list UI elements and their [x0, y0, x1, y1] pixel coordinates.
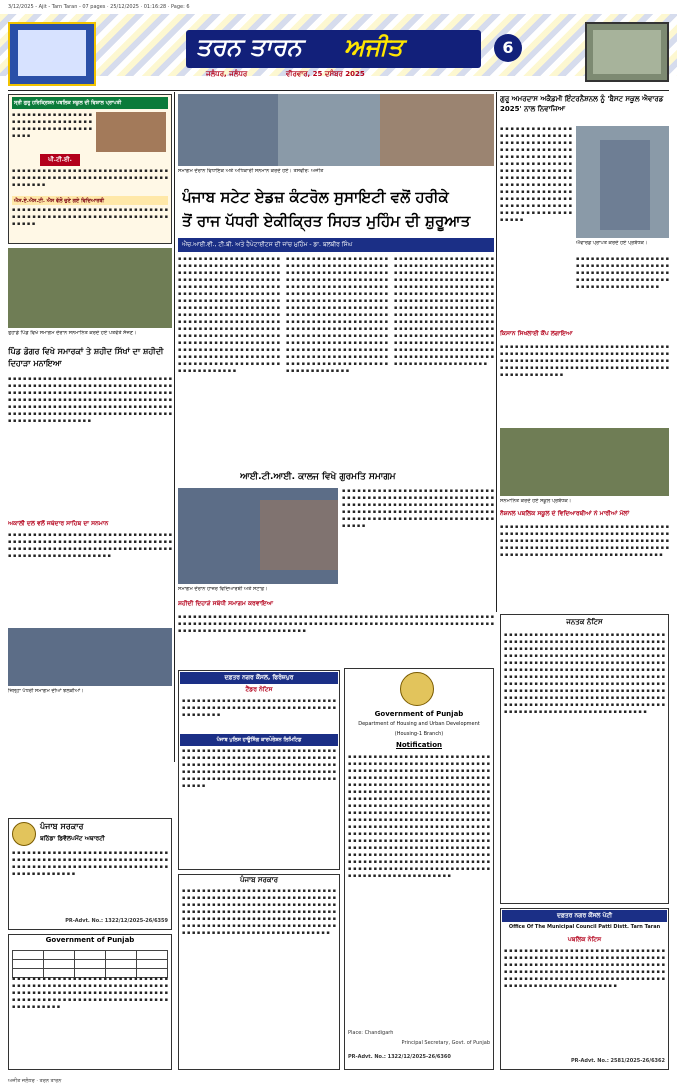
ad-bathinda-text: ▪ ▪ ▪ ▪ ▪ ▪ ▪ ▪ ▪ ▪ ▪ ▪ ▪ ▪ ▪ ▪ ▪ ▪ ▪ ▪ ▪ ▪ ▪ ▪ ▪ ▪ ▪ ▪ ▪ ▪ ▪ ▪ ▪ ▪ ▪ ▪ ▪ ▪ ▪ ▪ ▪ ▪ ▪ ▪ ▪ ▪ ▪ ▪ ▪ ▪ ▪ ▪ ▪ ▪ ▪ ▪ ▪ ▪ ▪ ▪ ▪ ▪ ▪ ▪ ▪ ▪ ▪ ▪ ▪ ▪ ▪ ▪ ▪ ▪ ▪ ▪ ▪ ▪ ▪ ▪ ▪ ▪ ▪ ▪ ▪ ▪ ▪ ▪ ▪ ▪ ▪ ▪ ▪ ▪ ▪ ▪ ▪ ▪ ▪ ▪ ▪ ▪ ▪ ▪ ▪ ▪	[12, 850, 168, 877]
center-article-col1: ▪ ▪ ▪ ▪ ▪ ▪ ▪ ▪ ▪ ▪ ▪ ▪ ▪ ▪ ▪ ▪ ▪ ▪ ▪ ▪ ▪ ▪ ▪ ▪ ▪ ▪ ▪ ▪ ▪ ▪ ▪ ▪ ▪ ▪ ▪ ▪ ▪ ▪ ▪ ▪ ▪ ▪ ▪ ▪ ▪ ▪ ▪ ▪ ▪ ▪ ▪ ▪ ▪ ▪ ▪ ▪ ▪ ▪ ▪ ▪ ▪ ▪ ▪ ▪ ▪ ▪ ▪ ▪ ▪ ▪ ▪ ▪ ▪ ▪ ▪ ▪ ▪ ▪ ▪ ▪ ▪ ▪ ▪ ▪ ▪ ▪ ▪ ▪ ▪ ▪ ▪ ▪ ▪ ▪ ▪ ▪ ▪ ▪ ▪ ▪ ▪ ▪ ▪ ▪ ▪ ▪ ▪ ▪ ▪ ▪ ▪ ▪ ▪ ▪ ▪ ▪ ▪ ▪ ▪ ▪ ▪ ▪ ▪ ▪ ▪ ▪ ▪ ▪ ▪ ▪ ▪ ▪ ▪ ▪ ▪ ▪ ▪ ▪ ▪ ▪ ▪ ▪ ▪ ▪ ▪ ▪ ▪ ▪ ▪ ▪ ▪ ▪ ▪ ▪ ▪ ▪ ▪ ▪ ▪ ▪ ▪ ▪ ▪ ▪ ▪ ▪ ▪ ▪ ▪ ▪ ▪ ▪ ▪ ▪ ▪ ▪ ▪ ▪ ▪ ▪ ▪ ▪ ▪ ▪ ▪ ▪ ▪ ▪ ▪ ▪ ▪ ▪ ▪ ▪ ▪ ▪ ▪ ▪ ▪ ▪ ▪ ▪ ▪ ▪ ▪ ▪ ▪ ▪ ▪ ▪ ▪ ▪ ▪ ▪ ▪ ▪ ▪ ▪ ▪ ▪ ▪ ▪ ▪ ▪ ▪ ▪ ▪ ▪ ▪ ▪ ▪ ▪ ▪ ▪ ▪ ▪ ▪ ▪ ▪ ▪ ▪ ▪ ▪ ▪ ▪ ▪ ▪ ▪ ▪ ▪ ▪ ▪ ▪ ▪ ▪ ▪ ▪ ▪ ▪ ▪ ▪ ▪ ▪ ▪ ▪ ▪ ▪ ▪ ▪ ▪ ▪ ▪ ▪ ▪ ▪ ▪ ▪ ▪ ▪ ▪ ▪ ▪ ▪ ▪ ▪ ▪ ▪ ▪ ▪ ▪ ▪ ▪ ▪ ▪ ▪ ▪ ▪ ▪ ▪ ▪ ▪ ▪ ▪ ▪ ▪ ▪ ▪ ▪ ▪ ▪ ▪ ▪ ▪ ▪ ▪ ▪ ▪ ▪ ▪ ▪ ▪ ▪ ▪ ▪ ▪ ▪ ▪ ▪ ▪ ▪ ▪ ▪	[178, 256, 280, 374]
right-article3: ▪ ▪ ▪ ▪ ▪ ▪ ▪ ▪ ▪ ▪ ▪ ▪ ▪ ▪ ▪ ▪ ▪ ▪ ▪ ▪ ▪ ▪ ▪ ▪ ▪ ▪ ▪ ▪ ▪ ▪ ▪ ▪ ▪ ▪ ▪ ▪ ▪ ▪ ▪ ▪ ▪ ▪ ▪ ▪ ▪ ▪ ▪ ▪ ▪ ▪ ▪ ▪ ▪ ▪ ▪ ▪ ▪ ▪ ▪ ▪ ▪ ▪ ▪ ▪ ▪ ▪ ▪ ▪ ▪ ▪ ▪ ▪ ▪ ▪ ▪ ▪ ▪ ▪ ▪ ▪ ▪ ▪ ▪ ▪ ▪ ▪ ▪ ▪ ▪ ▪ ▪ ▪ ▪ ▪ ▪ ▪ ▪ ▪ ▪ ▪ ▪ ▪ ▪ ▪ ▪ ▪ ▪ ▪ ▪ ▪ ▪ ▪ ▪ ▪ ▪ ▪ ▪ ▪ ▪ ▪ ▪ ▪ ▪ ▪ ▪ ▪ ▪ ▪ ▪ ▪ ▪ ▪ ▪ ▪ ▪ ▪ ▪ ▪ ▪ ▪ ▪ ▪ ▪ ▪ ▪ ▪ ▪ ▪ ▪ ▪ ▪ ▪ ▪ ▪ ▪ ▪ ▪ ▪ ▪ ▪ ▪ ▪ ▪ ▪ ▪ ▪ ▪ ▪ ▪	[500, 524, 669, 558]
ad-tender-text: ▪ ▪ ▪ ▪ ▪ ▪ ▪ ▪ ▪ ▪ ▪ ▪ ▪ ▪ ▪ ▪ ▪ ▪ ▪ ▪ ▪ ▪ ▪ ▪ ▪ ▪ ▪ ▪ ▪ ▪ ▪ ▪ ▪ ▪ ▪ ▪ ▪ ▪ ▪ ▪ ▪ ▪ ▪ ▪ ▪ ▪ ▪ ▪ ▪ ▪ ▪ ▪ ▪ ▪ ▪ ▪ ▪ ▪ ▪ ▪ ▪ ▪ ▪ ▪ ▪ ▪ ▪ ▪ ▪ ▪	[182, 698, 336, 718]
ad-housing-place: Place: Chandigarh	[348, 1030, 394, 1036]
left-photo2-caption: ਜ਼ਿਲ੍ਹਾ ਪੱਧਰੀ ਸਮਾਗਮ ਦੀਆਂ ਝਲਕੀਆਂ।	[8, 688, 84, 694]
school-ad-tag: ਪੀ.ਟੀ.ਈ.	[40, 154, 80, 166]
right-photo2-caption: ਸਨਮਾਨਿਤ ਕਰਦੇ ਹੋਏ ਸਕੂਲ ਪ੍ਰਬੰਧਕ।	[500, 498, 572, 504]
ad-housing-gov-title: Government of Punjab	[374, 710, 464, 718]
school-ad-footer: ਐਸ.ਏ.ਐਸ.ਟੀ. ਐਸ ਵੱਲੋਂ ਚੁਣੇ ਗਏ ਵਿਦਿਆਰਥੀ	[12, 196, 168, 205]
ad-housing-notification-title: Notification	[395, 741, 442, 749]
center-article3: ▪ ▪ ▪ ▪ ▪ ▪ ▪ ▪ ▪ ▪ ▪ ▪ ▪ ▪ ▪ ▪ ▪ ▪ ▪ ▪ ▪ ▪ ▪ ▪ ▪ ▪ ▪ ▪ ▪ ▪ ▪ ▪ ▪ ▪ ▪ ▪ ▪ ▪ ▪ ▪ ▪ ▪ ▪ ▪ ▪ ▪ ▪ ▪ ▪ ▪ ▪ ▪ ▪ ▪ ▪ ▪ ▪ ▪ ▪ ▪ ▪ ▪ ▪ ▪ ▪ ▪ ▪ ▪ ▪ ▪ ▪ ▪ ▪ ▪ ▪ ▪ ▪ ▪ ▪ ▪ ▪ ▪ ▪ ▪ ▪ ▪ ▪ ▪ ▪ ▪ ▪ ▪ ▪ ▪ ▪ ▪ ▪ ▪ ▪ ▪ ▪ ▪ ▪ ▪ ▪ ▪ ▪ ▪ ▪ ▪ ▪ ▪ ▪ ▪ ▪ ▪ ▪ ▪ ▪ ▪ ▪ ▪ ▪ ▪ ▪ ▪ ▪ ▪ ▪ ▪ ▪ ▪ ▪ ▪ ▪ ▪ ▪ ▪ ▪ ▪ ▪ ▪ ▪ ▪ ▪ ▪ ▪ ▪ ▪ ▪ ▪ ▪	[178, 614, 494, 634]
school-ad-title: ਸ੍ਰੀ ਗੁਰੂ ਹਰਿਕ੍ਰਿਸ਼ਨ ਪਬਲਿਕ ਸਕੂਲ ਦੀ ਵਿਸ਼ਾਲ ਪ੍ਰਾਪਤੀ	[12, 97, 168, 109]
ad-bathinda-sarkar: ਪੰਜਾਬ ਸਰਕਾਰ	[40, 822, 84, 831]
print-slug: 3/12/2025 - Ajit - Tarn Taran - 07 pages · 25/12/2025 · 01:16:28 · Page: 6	[8, 4, 190, 10]
ad-housing-branch: (Housing-1 Branch)	[394, 731, 444, 737]
right-sub-headline2: ਨੈਸ਼ਨਲ ਪਬਲਿਕ ਸਕੂਲ ਦੇ ਵਿਦਿਆਰਥੀਆਂ ਨੇ ਮਾਰੀਆਂ ਮੱਲਾਂ	[500, 510, 630, 517]
ad-patti-text: ▪ ▪ ▪ ▪ ▪ ▪ ▪ ▪ ▪ ▪ ▪ ▪ ▪ ▪ ▪ ▪ ▪ ▪ ▪ ▪ ▪ ▪ ▪ ▪ ▪ ▪ ▪ ▪ ▪ ▪ ▪ ▪ ▪ ▪ ▪ ▪ ▪ ▪ ▪ ▪ ▪ ▪ ▪ ▪ ▪ ▪ ▪ ▪ ▪ ▪ ▪ ▪ ▪ ▪ ▪ ▪ ▪ ▪ ▪ ▪ ▪ ▪ ▪ ▪ ▪ ▪ ▪ ▪ ▪ ▪ ▪ ▪ ▪ ▪ ▪ ▪ ▪ ▪ ▪ ▪ ▪ ▪ ▪ ▪ ▪ ▪ ▪ ▪ ▪ ▪ ▪ ▪ ▪ ▪ ▪ ▪ ▪ ▪ ▪ ▪ ▪ ▪ ▪ ▪ ▪ ▪ ▪ ▪ ▪ ▪ ▪ ▪ ▪ ▪ ▪ ▪ ▪ ▪ ▪ ▪ ▪ ▪ ▪ ▪ ▪ ▪ ▪ ▪ ▪ ▪ ▪ ▪ ▪ ▪ ▪ ▪ ▪ ▪ ▪ ▪ ▪ ▪ ▪ ▪ ▪ ▪ ▪ ▪ ▪ ▪ ▪ ▪ ▪ ▪ ▪ ▪ ▪ ▪ ▪ ▪ ▪ ▪ ▪ ▪ ▪ ▪ ▪ ▪ ▪ ▪ ▪ ▪ ▪ ▪ ▪ ▪ ▪ ▪ ▪ ▪ ▪ ▪ ▪	[504, 948, 665, 989]
ad-tender-notice: ਟੈਂਡਰ ਨੋਟਿਸ	[245, 686, 273, 693]
masthead-place: ਜਲੰਧਰ, ਜਲੰਧਰ	[206, 70, 248, 78]
center-main-photo-left	[178, 94, 278, 166]
masthead-title-ajit: ਅਜੀਤ	[344, 33, 403, 61]
center-sub-headline2: ਸ਼ਹੀਦੀ ਦਿਹਾੜੇ ਸਬੰਧੀ ਸਮਾਗਮ ਕਰਵਾਇਆ	[178, 600, 273, 607]
ad-gov-punjab-left-title: Government of Punjab	[45, 936, 135, 944]
center-article-col3: ▪ ▪ ▪ ▪ ▪ ▪ ▪ ▪ ▪ ▪ ▪ ▪ ▪ ▪ ▪ ▪ ▪ ▪ ▪ ▪ ▪ ▪ ▪ ▪ ▪ ▪ ▪ ▪ ▪ ▪ ▪ ▪ ▪ ▪ ▪ ▪ ▪ ▪ ▪ ▪ ▪ ▪ ▪ ▪ ▪ ▪ ▪ ▪ ▪ ▪ ▪ ▪ ▪ ▪ ▪ ▪ ▪ ▪ ▪ ▪ ▪ ▪ ▪ ▪ ▪ ▪ ▪ ▪ ▪ ▪ ▪ ▪ ▪ ▪ ▪ ▪ ▪ ▪ ▪ ▪ ▪ ▪ ▪ ▪ ▪ ▪ ▪ ▪ ▪ ▪ ▪ ▪ ▪ ▪ ▪ ▪ ▪ ▪ ▪ ▪ ▪ ▪ ▪ ▪ ▪ ▪ ▪ ▪ ▪ ▪ ▪ ▪ ▪ ▪ ▪ ▪ ▪ ▪ ▪ ▪ ▪ ▪ ▪ ▪ ▪ ▪ ▪ ▪ ▪ ▪ ▪ ▪ ▪ ▪ ▪ ▪ ▪ ▪ ▪ ▪ ▪ ▪ ▪ ▪ ▪ ▪ ▪ ▪ ▪ ▪ ▪ ▪ ▪ ▪ ▪ ▪ ▪ ▪ ▪ ▪ ▪ ▪ ▪ ▪ ▪ ▪ ▪ ▪ ▪ ▪ ▪ ▪ ▪ ▪ ▪ ▪ ▪ ▪ ▪ ▪ ▪ ▪ ▪ ▪ ▪ ▪ ▪ ▪ ▪ ▪ ▪ ▪ ▪ ▪ ▪ ▪ ▪ ▪ ▪ ▪ ▪ ▪ ▪ ▪ ▪ ▪ ▪ ▪ ▪ ▪ ▪ ▪ ▪ ▪ ▪ ▪ ▪ ▪ ▪ ▪ ▪ ▪ ▪ ▪ ▪ ▪ ▪ ▪ ▪ ▪ ▪ ▪ ▪ ▪ ▪ ▪ ▪ ▪ ▪ ▪ ▪ ▪ ▪ ▪ ▪ ▪ ▪ ▪ ▪ ▪ ▪ ▪ ▪ ▪ ▪ ▪ ▪ ▪ ▪ ▪ ▪ ▪ ▪ ▪ ▪ ▪ ▪ ▪ ▪ ▪ ▪ ▪ ▪ ▪ ▪ ▪ ▪ ▪ ▪ ▪ ▪ ▪ ▪ ▪ ▪ ▪ ▪ ▪ ▪ ▪ ▪ ▪ ▪ ▪ ▪ ▪ ▪ ▪ ▪ ▪ ▪ ▪ ▪ ▪ ▪ ▪ ▪ ▪ ▪ ▪ ▪ ▪ ▪ ▪ ▪ ▪ ▪ ▪ ▪	[394, 256, 494, 367]
masthead-date: ਵੀਰਵਾਰ, 25 ਦਸੰਬਰ 2025	[286, 70, 365, 78]
ad-housing-department: Department of Housing and Urban Development	[358, 721, 480, 727]
masthead-divider	[8, 90, 669, 91]
center-event-article: ▪ ▪ ▪ ▪ ▪ ▪ ▪ ▪ ▪ ▪ ▪ ▪ ▪ ▪ ▪ ▪ ▪ ▪ ▪ ▪ ▪ ▪ ▪ ▪ ▪ ▪ ▪ ▪ ▪ ▪ ▪ ▪ ▪ ▪ ▪ ▪ ▪ ▪ ▪ ▪ ▪ ▪ ▪ ▪ ▪ ▪ ▪ ▪ ▪ ▪ ▪ ▪ ▪ ▪ ▪ ▪ ▪ ▪ ▪ ▪ ▪ ▪ ▪ ▪ ▪ ▪ ▪ ▪ ▪ ▪ ▪ ▪ ▪ ▪ ▪ ▪ ▪ ▪ ▪ ▪ ▪ ▪ ▪ ▪ ▪ ▪ ▪ ▪ ▪ ▪ ▪ ▪ ▪ ▪ ▪ ▪ ▪ ▪ ▪ ▪ ▪ ▪ ▪ ▪ ▪ ▪ ▪ ▪ ▪ ▪ ▪ ▪ ▪ ▪ ▪ ▪ ▪ ▪ ▪ ▪ ▪ ▪ ▪ ▪ ▪ ▪ ▪ ▪ ▪ ▪ ▪ ▪ ▪ ▪ ▪ ▪ ▪ ▪ ▪ ▪ ▪ ▪ ▪ ▪ ▪ ▪ ▪ ▪ ▪ ▪ ▪ ▪ ▪ ▪ ▪	[342, 488, 494, 529]
ad-police-housing-text: ▪ ▪ ▪ ▪ ▪ ▪ ▪ ▪ ▪ ▪ ▪ ▪ ▪ ▪ ▪ ▪ ▪ ▪ ▪ ▪ ▪ ▪ ▪ ▪ ▪ ▪ ▪ ▪ ▪ ▪ ▪ ▪ ▪ ▪ ▪ ▪ ▪ ▪ ▪ ▪ ▪ ▪ ▪ ▪ ▪ ▪ ▪ ▪ ▪ ▪ ▪ ▪ ▪ ▪ ▪ ▪ ▪ ▪ ▪ ▪ ▪ ▪ ▪ ▪ ▪ ▪ ▪ ▪ ▪ ▪ ▪ ▪ ▪ ▪ ▪ ▪ ▪ ▪ ▪ ▪ ▪ ▪ ▪ ▪ ▪ ▪ ▪ ▪ ▪ ▪ ▪ ▪ ▪ ▪ ▪ ▪ ▪ ▪ ▪ ▪ ▪ ▪ ▪ ▪ ▪ ▪ ▪ ▪ ▪ ▪ ▪ ▪ ▪ ▪ ▪ ▪ ▪ ▪ ▪ ▪ ▪ ▪ ▪ ▪ ▪ ▪ ▪ ▪ ▪ ▪ ▪ ▪ ▪ ▪ ▪ ▪ ▪ ▪ ▪ ▪ ▪ ▪ ▪ ▪ ▪ ▪ ▪ ▪ ▪ ▪ ▪ ▪ ▪ ▪ ▪ ▪ ▪ ▪ ▪ ▪	[182, 748, 336, 789]
left-photo-caption: ਤੁਹਾਡੇ ਪਿੰਡ ਵਿਖੇ ਸਮਾਗਮ ਦੌਰਾਨ ਸਨਮਾਨਿਤ ਕਰਦੇ ਹੋਏ ਪਤਵੰਤੇ ਸੱਜਣ।	[8, 330, 137, 336]
right-article2: ▪ ▪ ▪ ▪ ▪ ▪ ▪ ▪ ▪ ▪ ▪ ▪ ▪ ▪ ▪ ▪ ▪ ▪ ▪ ▪ ▪ ▪ ▪ ▪ ▪ ▪ ▪ ▪ ▪ ▪ ▪ ▪ ▪ ▪ ▪ ▪ ▪ ▪ ▪ ▪ ▪ ▪ ▪ ▪ ▪ ▪ ▪ ▪ ▪ ▪ ▪ ▪ ▪ ▪ ▪ ▪ ▪ ▪ ▪ ▪ ▪ ▪ ▪ ▪ ▪ ▪ ▪ ▪ ▪ ▪ ▪ ▪ ▪ ▪ ▪ ▪ ▪ ▪ ▪ ▪ ▪ ▪ ▪ ▪ ▪ ▪ ▪ ▪ ▪ ▪ ▪ ▪ ▪ ▪ ▪ ▪ ▪ ▪ ▪ ▪ ▪ ▪ ▪ ▪ ▪ ▪ ▪ ▪ ▪ ▪ ▪ ▪ ▪ ▪ ▪ ▪ ▪ ▪ ▪ ▪ ▪ ▪ ▪ ▪ ▪ ▪ ▪ ▪ ▪ ▪ ▪ ▪ ▪ ▪ ▪ ▪ ▪ ▪ ▪ ▪ ▪ ▪ ▪ ▪ ▪ ▪ ▪ ▪ ▪	[500, 344, 669, 378]
ad-gov-punjab-table	[12, 950, 168, 978]
ad-bathinda-pr-advt: PR-Advt. No.: 1322/12/2025-26/6359	[65, 918, 168, 924]
ad-patti-title-en: Office Of The Municipal Council Patti Distt. Tarn Taran	[508, 924, 661, 930]
school-ad-text: ▪ ▪ ▪ ▪ ▪ ▪ ▪ ▪ ▪ ▪ ▪ ▪ ▪ ▪ ▪ ▪ ▪ ▪ ▪ ▪ ▪ ▪ ▪ ▪ ▪ ▪ ▪ ▪ ▪ ▪ ▪ ▪ ▪ ▪ ▪ ▪ ▪ ▪ ▪ ▪ ▪ ▪ ▪ ▪ ▪ ▪ ▪ ▪ ▪ ▪ ▪ ▪	[12, 112, 92, 139]
center-sub-headline: ਆਈ.ਟੀ.ਆਈ. ਕਾਲਜ ਵਿਖੇ ਗੁਰਮਤਿ ਸਮਾਗਮ	[240, 472, 396, 482]
school-photo	[96, 112, 166, 152]
center-headline-line1: ਪੰਜਾਬ ਸਟੇਟ ਏਡਜ਼ ਕੰਟਰੋਲ ਸੁਸਾਇਟੀ ਵਲੋਂ ਹਰੀਕੇ	[182, 188, 449, 206]
right-article-col2: ▪ ▪ ▪ ▪ ▪ ▪ ▪ ▪ ▪ ▪ ▪ ▪ ▪ ▪ ▪ ▪ ▪ ▪ ▪ ▪ ▪ ▪ ▪ ▪ ▪ ▪ ▪ ▪ ▪ ▪ ▪ ▪ ▪ ▪ ▪ ▪ ▪ ▪ ▪ ▪ ▪ ▪ ▪ ▪ ▪ ▪ ▪ ▪ ▪ ▪ ▪ ▪ ▪ ▪ ▪ ▪ ▪ ▪ ▪ ▪ ▪ ▪ ▪ ▪ ▪ ▪ ▪ ▪ ▪ ▪ ▪ ▪ ▪ ▪ ▪ ▪ ▪ ▪ ▪ ▪ ▪ ▪ ▪ ▪ ▪ ▪ ▪ ▪ ▪ ▪ ▪ ▪ ▪	[576, 256, 669, 290]
center-event-photo-detail	[260, 500, 338, 570]
left-sub-article: ▪ ▪ ▪ ▪ ▪ ▪ ▪ ▪ ▪ ▪ ▪ ▪ ▪ ▪ ▪ ▪ ▪ ▪ ▪ ▪ ▪ ▪ ▪ ▪ ▪ ▪ ▪ ▪ ▪ ▪ ▪ ▪ ▪ ▪ ▪ ▪ ▪ ▪ ▪ ▪ ▪ ▪ ▪ ▪ ▪ ▪ ▪ ▪ ▪ ▪ ▪ ▪ ▪ ▪ ▪ ▪ ▪ ▪ ▪ ▪ ▪ ▪ ▪ ▪ ▪ ▪ ▪ ▪ ▪ ▪ ▪ ▪ ▪ ▪ ▪ ▪ ▪ ▪ ▪ ▪ ▪ ▪ ▪ ▪ ▪ ▪ ▪ ▪ ▪ ▪ ▪ ▪ ▪ ▪ ▪ ▪ ▪ ▪ ▪ ▪ ▪ ▪ ▪ ▪ ▪ ▪ ▪ ▪ ▪ ▪ ▪ ▪ ▪ ▪ ▪ ▪ ▪ ▪ ▪ ▪	[8, 532, 172, 559]
center-photo-caption: ਸਮਾਗਮ ਦੌਰਾਨ ਵਿਧਾਇਕ ਅਤੇ ਅਧਿਕਾਰੀ ਸਨਮਾਨ ਕਰਦੇ ਹੋਏ। ਤਸਵੀਰ: ਅਜੀਤ	[178, 168, 324, 174]
right-headline: ਗੁਰੂ ਅਮਰਦਾਸ ਅਕੈਡਮੀ ਇੰਟਰਨੈਸ਼ਨਲ ਨੂੰ 'ਬੈਸਟ ਸਕੂਲ ਐਵਾਰਡ 2025' ਨਾਲ ਨਿਵਾਜਿਆ	[500, 95, 664, 113]
center-strap: ਐਚ.ਆਈ.ਵੀ., ਟੀ.ਬੀ. ਅਤੇ ਹੈਪੇਟਾਈਟਸ ਦੀ ਜਾਂਚ ਮੁਹਿੰਮ - ਡਾ. ਬਲਬੀਰ ਸਿੰਘ	[178, 238, 494, 252]
right-school-photo	[500, 428, 669, 496]
ad-housing-secretary: Principal Secretary, Govt. of Punjab	[401, 1040, 490, 1046]
right-sub-headline: ਕਿਸਾਨ ਸਿਖਲਾਈ ਕੈਂਪ ਲਗਾਇਆ	[500, 330, 573, 337]
right-article-col1: ▪ ▪ ▪ ▪ ▪ ▪ ▪ ▪ ▪ ▪ ▪ ▪ ▪ ▪ ▪ ▪ ▪ ▪ ▪ ▪ ▪ ▪ ▪ ▪ ▪ ▪ ▪ ▪ ▪ ▪ ▪ ▪ ▪ ▪ ▪ ▪ ▪ ▪ ▪ ▪ ▪ ▪ ▪ ▪ ▪ ▪ ▪ ▪ ▪ ▪ ▪ ▪ ▪ ▪ ▪ ▪ ▪ ▪ ▪ ▪ ▪ ▪ ▪ ▪ ▪ ▪ ▪ ▪ ▪ ▪ ▪ ▪ ▪ ▪ ▪ ▪ ▪ ▪ ▪ ▪ ▪ ▪ ▪ ▪ ▪ ▪ ▪ ▪ ▪ ▪ ▪ ▪ ▪ ▪ ▪ ▪ ▪ ▪ ▪ ▪ ▪ ▪ ▪ ▪ ▪ ▪ ▪ ▪ ▪ ▪ ▪ ▪ ▪ ▪ ▪ ▪ ▪ ▪ ▪ ▪ ▪ ▪ ▪ ▪ ▪ ▪ ▪ ▪ ▪ ▪ ▪ ▪ ▪ ▪ ▪ ▪ ▪ ▪ ▪ ▪ ▪ ▪ ▪ ▪ ▪ ▪ ▪ ▪ ▪ ▪ ▪ ▪ ▪ ▪ ▪ ▪ ▪ ▪ ▪ ▪ ▪ ▪ ▪ ▪ ▪ ▪ ▪ ▪ ▪ ▪ ▪ ▪ ▪ ▪ ▪ ▪ ▪ ▪ ▪ ▪ ▪ ▪ ▪ ▪ ▪ ▪ ▪	[500, 126, 572, 223]
ad-bathinda-authority: ਬਠਿੰਡਾ ਡਿਵੈਲਪਮੈਂਟ ਅਥਾਰਟੀ	[40, 835, 105, 842]
footer-ticker: ਅਜੀਤ ਜਲੰਧਰ · ਤਰਨ ਤਾਰਨ	[8, 1078, 62, 1084]
ad-punjab-sarkar-centre-title: ਪੰਜਾਬ ਸਰਕਾਰ	[239, 876, 278, 884]
left-group-photo	[8, 248, 172, 328]
ad-housing-text: ▪ ▪ ▪ ▪ ▪ ▪ ▪ ▪ ▪ ▪ ▪ ▪ ▪ ▪ ▪ ▪ ▪ ▪ ▪ ▪ ▪ ▪ ▪ ▪ ▪ ▪ ▪ ▪ ▪ ▪ ▪ ▪ ▪ ▪ ▪ ▪ ▪ ▪ ▪ ▪ ▪ ▪ ▪ ▪ ▪ ▪ ▪ ▪ ▪ ▪ ▪ ▪ ▪ ▪ ▪ ▪ ▪ ▪ ▪ ▪ ▪ ▪ ▪ ▪ ▪ ▪ ▪ ▪ ▪ ▪ ▪ ▪ ▪ ▪ ▪ ▪ ▪ ▪ ▪ ▪ ▪ ▪ ▪ ▪ ▪ ▪ ▪ ▪ ▪ ▪ ▪ ▪ ▪ ▪ ▪ ▪ ▪ ▪ ▪ ▪ ▪ ▪ ▪ ▪ ▪ ▪ ▪ ▪ ▪ ▪ ▪ ▪ ▪ ▪ ▪ ▪ ▪ ▪ ▪ ▪ ▪ ▪ ▪ ▪ ▪ ▪ ▪ ▪ ▪ ▪ ▪ ▪ ▪ ▪ ▪ ▪ ▪ ▪ ▪ ▪ ▪ ▪ ▪ ▪ ▪ ▪ ▪ ▪ ▪ ▪ ▪ ▪ ▪ ▪ ▪ ▪ ▪ ▪ ▪ ▪ ▪ ▪ ▪ ▪ ▪ ▪ ▪ ▪ ▪ ▪ ▪ ▪ ▪ ▪ ▪ ▪ ▪ ▪ ▪ ▪ ▪ ▪ ▪ ▪ ▪ ▪ ▪ ▪ ▪ ▪ ▪ ▪ ▪ ▪ ▪ ▪ ▪ ▪ ▪ ▪ ▪ ▪ ▪ ▪ ▪ ▪ ▪ ▪ ▪ ▪ ▪ ▪ ▪ ▪ ▪ ▪ ▪ ▪ ▪ ▪ ▪ ▪ ▪ ▪ ▪ ▪ ▪ ▪ ▪ ▪ ▪ ▪ ▪ ▪ ▪ ▪ ▪ ▪ ▪ ▪ ▪ ▪ ▪ ▪ ▪ ▪ ▪ ▪ ▪ ▪ ▪ ▪ ▪ ▪ ▪ ▪ ▪ ▪ ▪ ▪ ▪ ▪ ▪ ▪ ▪ ▪ ▪ ▪ ▪ ▪ ▪ ▪ ▪ ▪ ▪ ▪ ▪ ▪ ▪ ▪ ▪ ▪ ▪ ▪ ▪ ▪ ▪ ▪ ▪ ▪ ▪ ▪ ▪ ▪ ▪ ▪ ▪ ▪ ▪ ▪ ▪ ▪ ▪ ▪ ▪ ▪ ▪ ▪ ▪ ▪ ▪ ▪ ▪ ▪ ▪ ▪ ▪ ▪ ▪ ▪ ▪ ▪ ▪ ▪ ▪ ▪ ▪ ▪ ▪ ▪ ▪ ▪ ▪ ▪ ▪ ▪ ▪ ▪ ▪ ▪ ▪ ▪ ▪ ▪ ▪ ▪ ▪ ▪ ▪ ▪ ▪ ▪ ▪ ▪ ▪ ▪ ▪ ▪ ▪ ▪ ▪ ▪ ▪ ▪ ▪ ▪ ▪ ▪ ▪ ▪ ▪ ▪ ▪ ▪ ▪ ▪ ▪ ▪ ▪ ▪ ▪ ▪ ▪ ▪ ▪ ▪ ▪ ▪ ▪ ▪ ▪ ▪ ▪ ▪ ▪ ▪ ▪ ▪ ▪ ▪ ▪ ▪ ▪ ▪ ▪ ▪ ▪ ▪ ▪ ▪ ▪ ▪ ▪ ▪ ▪ ▪ ▪ ▪ ▪ ▪ ▪ ▪ ▪ ▪ ▪ ▪ ▪ ▪ ▪ ▪ ▪ ▪ ▪ ▪ ▪ ▪ ▪ ▪ ▪ ▪ ▪ ▪ ▪ ▪ ▪ ▪ ▪ ▪ ▪ ▪ ▪ ▪ ▪ ▪ ▪ ▪ ▪ ▪ ▪ ▪ ▪ ▪ ▪ ▪ ▪ ▪ ▪ ▪ ▪ ▪ ▪ ▪ ▪ ▪ ▪ ▪ ▪ ▪ ▪ ▪ ▪ ▪ ▪ ▪ ▪ ▪ ▪ ▪ ▪ ▪ ▪ ▪ ▪ ▪ ▪ ▪ ▪	[348, 754, 490, 879]
left-article-body: ▪ ▪ ▪ ▪ ▪ ▪ ▪ ▪ ▪ ▪ ▪ ▪ ▪ ▪ ▪ ▪ ▪ ▪ ▪ ▪ ▪ ▪ ▪ ▪ ▪ ▪ ▪ ▪ ▪ ▪ ▪ ▪ ▪ ▪ ▪ ▪ ▪ ▪ ▪ ▪ ▪ ▪ ▪ ▪ ▪ ▪ ▪ ▪ ▪ ▪ ▪ ▪ ▪ ▪ ▪ ▪ ▪ ▪ ▪ ▪ ▪ ▪ ▪ ▪ ▪ ▪ ▪ ▪ ▪ ▪ ▪ ▪ ▪ ▪ ▪ ▪ ▪ ▪ ▪ ▪ ▪ ▪ ▪ ▪ ▪ ▪ ▪ ▪ ▪ ▪ ▪ ▪ ▪ ▪ ▪ ▪ ▪ ▪ ▪ ▪ ▪ ▪ ▪ ▪ ▪ ▪ ▪ ▪ ▪ ▪ ▪ ▪ ▪ ▪ ▪ ▪ ▪ ▪ ▪ ▪ ▪ ▪ ▪ ▪ ▪ ▪ ▪ ▪ ▪ ▪ ▪ ▪ ▪ ▪ ▪ ▪ ▪ ▪ ▪ ▪ ▪ ▪ ▪ ▪ ▪ ▪ ▪ ▪ ▪ ▪ ▪ ▪ ▪ ▪ ▪ ▪ ▪ ▪ ▪ ▪ ▪ ▪ ▪ ▪ ▪ ▪ ▪ ▪ ▪ ▪ ▪ ▪ ▪ ▪ ▪ ▪ ▪ ▪ ▪ ▪ ▪ ▪ ▪ ▪ ▪ ▪ ▪ ▪ ▪ ▪ ▪ ▪ ▪ ▪ ▪ ▪ ▪ ▪ ▪ ▪ ▪ ▪ ▪ ▪ ▪ ▪ ▪ ▪ ▪ ▪ ▪ ▪ ▪ ▪ ▪	[8, 376, 172, 424]
school-ad-list: ▪ ▪ ▪ ▪ ▪ ▪ ▪ ▪ ▪ ▪ ▪ ▪ ▪ ▪ ▪ ▪ ▪ ▪ ▪ ▪ ▪ ▪ ▪ ▪ ▪ ▪ ▪ ▪ ▪ ▪ ▪ ▪ ▪ ▪ ▪ ▪ ▪ ▪ ▪ ▪ ▪ ▪ ▪ ▪ ▪ ▪ ▪ ▪ ▪ ▪ ▪ ▪ ▪ ▪ ▪ ▪ ▪ ▪ ▪ ▪ ▪ ▪ ▪ ▪ ▪ ▪ ▪ ▪ ▪	[12, 168, 168, 188]
golden-temple-image	[18, 30, 86, 76]
center-main-photo-right	[380, 94, 494, 166]
building-image	[593, 30, 661, 74]
center-headline-line2: ਤੋਂ ਰਾਜ ਪੱਧਰੀ ਏਕੀਕ੍ਰਿਤ ਸਿਹਤ ਮੁਹਿੰਮ ਦੀ ਸ਼ੁਰੂਆਤ	[182, 212, 471, 230]
left-headline: ਪਿੰਡ ਡੋਗਰ ਵਿਖੇ ਸਮਾਰਕਾਂ ਤੇ ਸ਼ਹੀਦ ਸਿੱਖਾਂ ਦਾ ਸ਼ਹੀਦੀ ਦਿਹਾੜਾ ਮਨਾਇਆ	[8, 347, 164, 368]
center-article-col2: ▪ ▪ ▪ ▪ ▪ ▪ ▪ ▪ ▪ ▪ ▪ ▪ ▪ ▪ ▪ ▪ ▪ ▪ ▪ ▪ ▪ ▪ ▪ ▪ ▪ ▪ ▪ ▪ ▪ ▪ ▪ ▪ ▪ ▪ ▪ ▪ ▪ ▪ ▪ ▪ ▪ ▪ ▪ ▪ ▪ ▪ ▪ ▪ ▪ ▪ ▪ ▪ ▪ ▪ ▪ ▪ ▪ ▪ ▪ ▪ ▪ ▪ ▪ ▪ ▪ ▪ ▪ ▪ ▪ ▪ ▪ ▪ ▪ ▪ ▪ ▪ ▪ ▪ ▪ ▪ ▪ ▪ ▪ ▪ ▪ ▪ ▪ ▪ ▪ ▪ ▪ ▪ ▪ ▪ ▪ ▪ ▪ ▪ ▪ ▪ ▪ ▪ ▪ ▪ ▪ ▪ ▪ ▪ ▪ ▪ ▪ ▪ ▪ ▪ ▪ ▪ ▪ ▪ ▪ ▪ ▪ ▪ ▪ ▪ ▪ ▪ ▪ ▪ ▪ ▪ ▪ ▪ ▪ ▪ ▪ ▪ ▪ ▪ ▪ ▪ ▪ ▪ ▪ ▪ ▪ ▪ ▪ ▪ ▪ ▪ ▪ ▪ ▪ ▪ ▪ ▪ ▪ ▪ ▪ ▪ ▪ ▪ ▪ ▪ ▪ ▪ ▪ ▪ ▪ ▪ ▪ ▪ ▪ ▪ ▪ ▪ ▪ ▪ ▪ ▪ ▪ ▪ ▪ ▪ ▪ ▪ ▪ ▪ ▪ ▪ ▪ ▪ ▪ ▪ ▪ ▪ ▪ ▪ ▪ ▪ ▪ ▪ ▪ ▪ ▪ ▪ ▪ ▪ ▪ ▪ ▪ ▪ ▪ ▪ ▪ ▪ ▪ ▪ ▪ ▪ ▪ ▪ ▪ ▪ ▪ ▪ ▪ ▪ ▪ ▪ ▪ ▪ ▪ ▪ ▪ ▪ ▪ ▪ ▪ ▪ ▪ ▪ ▪ ▪ ▪ ▪ ▪ ▪ ▪ ▪ ▪ ▪ ▪ ▪ ▪ ▪ ▪ ▪ ▪ ▪ ▪ ▪ ▪ ▪ ▪ ▪ ▪ ▪ ▪ ▪ ▪ ▪ ▪ ▪ ▪ ▪ ▪ ▪ ▪ ▪ ▪ ▪ ▪ ▪ ▪ ▪ ▪ ▪ ▪ ▪ ▪ ▪ ▪ ▪ ▪ ▪ ▪ ▪ ▪ ▪ ▪ ▪ ▪ ▪ ▪ ▪ ▪ ▪ ▪ ▪ ▪ ▪ ▪ ▪ ▪ ▪ ▪ ▪ ▪ ▪ ▪ ▪ ▪ ▪ ▪ ▪ ▪ ▪ ▪ ▪ ▪ ▪ ▪	[286, 256, 388, 374]
punjab-government-emblem-icon	[400, 672, 434, 706]
ad-public-notice-right-text: ▪ ▪ ▪ ▪ ▪ ▪ ▪ ▪ ▪ ▪ ▪ ▪ ▪ ▪ ▪ ▪ ▪ ▪ ▪ ▪ ▪ ▪ ▪ ▪ ▪ ▪ ▪ ▪ ▪ ▪ ▪ ▪ ▪ ▪ ▪ ▪ ▪ ▪ ▪ ▪ ▪ ▪ ▪ ▪ ▪ ▪ ▪ ▪ ▪ ▪ ▪ ▪ ▪ ▪ ▪ ▪ ▪ ▪ ▪ ▪ ▪ ▪ ▪ ▪ ▪ ▪ ▪ ▪ ▪ ▪ ▪ ▪ ▪ ▪ ▪ ▪ ▪ ▪ ▪ ▪ ▪ ▪ ▪ ▪ ▪ ▪ ▪ ▪ ▪ ▪ ▪ ▪ ▪ ▪ ▪ ▪ ▪ ▪ ▪ ▪ ▪ ▪ ▪ ▪ ▪ ▪ ▪ ▪ ▪ ▪ ▪ ▪ ▪ ▪ ▪ ▪ ▪ ▪ ▪ ▪ ▪ ▪ ▪ ▪ ▪ ▪ ▪ ▪ ▪ ▪ ▪ ▪ ▪ ▪ ▪ ▪ ▪ ▪ ▪ ▪ ▪ ▪ ▪ ▪ ▪ ▪ ▪ ▪ ▪ ▪ ▪ ▪ ▪ ▪ ▪ ▪ ▪ ▪ ▪ ▪ ▪ ▪ ▪ ▪ ▪ ▪ ▪ ▪ ▪ ▪ ▪ ▪ ▪ ▪ ▪ ▪ ▪ ▪ ▪ ▪ ▪ ▪ ▪ ▪ ▪ ▪ ▪ ▪ ▪ ▪ ▪ ▪ ▪ ▪ ▪ ▪ ▪ ▪ ▪ ▪ ▪ ▪ ▪ ▪ ▪ ▪ ▪ ▪ ▪ ▪ ▪ ▪ ▪ ▪ ▪ ▪ ▪ ▪ ▪ ▪ ▪ ▪ ▪ ▪ ▪ ▪ ▪ ▪ ▪ ▪ ▪ ▪ ▪ ▪ ▪ ▪ ▪ ▪ ▪ ▪ ▪ ▪ ▪ ▪ ▪ ▪ ▪ ▪ ▪ ▪ ▪ ▪ ▪ ▪ ▪ ▪ ▪ ▪ ▪ ▪ ▪ ▪ ▪ ▪ ▪ ▪ ▪ ▪ ▪ ▪ ▪ ▪ ▪ ▪ ▪ ▪ ▪ ▪ ▪ ▪ ▪ ▪ ▪ ▪ ▪ ▪ ▪ ▪ ▪ ▪ ▪ ▪ ▪ ▪ ▪ ▪ ▪ ▪ ▪ ▪ ▪ ▪ ▪ ▪ ▪ ▪ ▪ ▪ ▪ ▪ ▪ ▪ ▪ ▪ ▪ ▪ ▪ ▪ ▪ ▪ ▪ ▪ ▪ ▪ ▪ ▪ ▪ ▪ ▪ ▪ ▪ ▪ ▪ ▪ ▪ ▪ ▪ ▪ ▪ ▪ ▪ ▪ ▪ ▪ ▪ ▪ ▪ ▪ ▪ ▪ ▪ ▪ ▪ ▪ ▪ ▪ ▪ ▪ ▪ ▪ ▪ ▪ ▪ ▪ ▪ ▪ ▪ ▪ ▪ ▪ ▪ ▪ ▪ ▪ ▪ ▪ ▪ ▪ ▪ ▪ ▪	[504, 632, 665, 715]
ad-punjab-sarkar-centre-text: ▪ ▪ ▪ ▪ ▪ ▪ ▪ ▪ ▪ ▪ ▪ ▪ ▪ ▪ ▪ ▪ ▪ ▪ ▪ ▪ ▪ ▪ ▪ ▪ ▪ ▪ ▪ ▪ ▪ ▪ ▪ ▪ ▪ ▪ ▪ ▪ ▪ ▪ ▪ ▪ ▪ ▪ ▪ ▪ ▪ ▪ ▪ ▪ ▪ ▪ ▪ ▪ ▪ ▪ ▪ ▪ ▪ ▪ ▪ ▪ ▪ ▪ ▪ ▪ ▪ ▪ ▪ ▪ ▪ ▪ ▪ ▪ ▪ ▪ ▪ ▪ ▪ ▪ ▪ ▪ ▪ ▪ ▪ ▪ ▪ ▪ ▪ ▪ ▪ ▪ ▪ ▪ ▪ ▪ ▪ ▪ ▪ ▪ ▪ ▪ ▪ ▪ ▪ ▪ ▪ ▪ ▪ ▪ ▪ ▪ ▪ ▪ ▪ ▪ ▪ ▪ ▪ ▪ ▪ ▪ ▪ ▪ ▪ ▪ ▪ ▪ ▪ ▪ ▪ ▪ ▪ ▪ ▪ ▪ ▪ ▪ ▪ ▪ ▪ ▪ ▪ ▪ ▪ ▪ ▪ ▪ ▪ ▪ ▪ ▪ ▪ ▪ ▪ ▪ ▪ ▪ ▪ ▪ ▪ ▪ ▪ ▪ ▪ ▪ ▪ ▪ ▪ ▪ ▪ ▪ ▪ ▪ ▪ ▪ ▪ ▪ ▪ ▪ ▪ ▪ ▪ ▪ ▪ ▪ ▪ ▪ ▪ ▪ ▪ ▪ ▪ ▪ ▪ ▪ ▪ ▪ ▪ ▪ ▪ ▪ ▪ ▪ ▪ ▪ ▪ ▪ ▪ ▪ ▪ ▪ ▪ ▪ ▪ ▪ ▪ ▪	[182, 888, 336, 936]
right-award-photo-detail	[600, 140, 650, 230]
ad-nagar-council-title: ਦਫ਼ਤਰ ਨਗਰ ਕੌਂਸਲ, ਫਿਰੋਜ਼ਪੁਰ	[180, 672, 338, 684]
masthead-title-tarn-taran: ਤਰਨ ਤਾਰਨ	[196, 33, 302, 61]
page-number-badge: 6	[494, 34, 522, 62]
ad-police-housing-title: ਪੰਜਾਬ ਪੁਲਿਸ ਹਾਊਸਿੰਗ ਕਾਰਪੋਰੇਸ਼ਨ ਲਿਮਿਟਿਡ	[180, 734, 338, 746]
column-rule-left	[174, 92, 175, 762]
ad-public-notice-right-title: ਜਨਤਕ ਨੋਟਿਸ	[566, 618, 603, 626]
right-photo-caption: ਐਵਾਰਡ ਪ੍ਰਾਪਤ ਕਰਦੇ ਹੋਏ ਪ੍ਰਬੰਧਕ।	[576, 240, 648, 246]
ad-gov-punjab-left-text: ▪ ▪ ▪ ▪ ▪ ▪ ▪ ▪ ▪ ▪ ▪ ▪ ▪ ▪ ▪ ▪ ▪ ▪ ▪ ▪ ▪ ▪ ▪ ▪ ▪ ▪ ▪ ▪ ▪ ▪ ▪ ▪ ▪ ▪ ▪ ▪ ▪ ▪ ▪ ▪ ▪ ▪ ▪ ▪ ▪ ▪ ▪ ▪ ▪ ▪ ▪ ▪ ▪ ▪ ▪ ▪ ▪ ▪ ▪ ▪ ▪ ▪ ▪ ▪ ▪ ▪ ▪ ▪ ▪ ▪ ▪ ▪ ▪ ▪ ▪ ▪ ▪ ▪ ▪ ▪ ▪ ▪ ▪ ▪ ▪ ▪ ▪ ▪ ▪ ▪ ▪ ▪ ▪ ▪ ▪ ▪ ▪ ▪ ▪ ▪ ▪ ▪ ▪ ▪ ▪ ▪ ▪ ▪ ▪ ▪ ▪ ▪ ▪ ▪ ▪ ▪ ▪ ▪ ▪ ▪ ▪ ▪ ▪ ▪ ▪ ▪ ▪ ▪ ▪ ▪ ▪ ▪ ▪ ▪	[12, 976, 168, 1010]
school-ad-details: ▪ ▪ ▪ ▪ ▪ ▪ ▪ ▪ ▪ ▪ ▪ ▪ ▪ ▪ ▪ ▪ ▪ ▪ ▪ ▪ ▪ ▪ ▪ ▪ ▪ ▪ ▪ ▪ ▪ ▪ ▪ ▪ ▪ ▪ ▪ ▪ ▪ ▪ ▪ ▪ ▪ ▪ ▪ ▪ ▪ ▪ ▪ ▪ ▪ ▪ ▪ ▪ ▪ ▪ ▪ ▪ ▪ ▪ ▪ ▪ ▪ ▪ ▪ ▪ ▪ ▪ ▪	[12, 207, 168, 227]
ad-patti-public-notice: ਪਬਲਿਕ ਨੋਟਿਸ	[567, 936, 602, 943]
center-photo2-caption: ਸਮਾਗਮ ਦੌਰਾਨ ਹਾਜ਼ਰ ਵਿਦਿਆਰਥੀ ਅਤੇ ਸਟਾਫ਼।	[178, 586, 268, 592]
column-rule-right	[496, 92, 497, 612]
left-event-photo	[8, 628, 172, 686]
left-sub-headline: ਅਕਾਲੀ ਦਲ ਵਲੋਂ ਜਥੇਦਾਰ ਸਾਹਿਬ ਦਾ ਸਨਮਾਨ	[8, 520, 109, 527]
punjab-emblem-icon	[12, 822, 36, 846]
ad-housing-pr-advt: PR-Advt. No.: 1322/12/2025-26/6360	[348, 1054, 451, 1060]
ad-patti-pr-advt: PR-Advt. No.: 2581/2025-26/6362	[570, 1058, 665, 1064]
ad-patti-title: ਦਫ਼ਤਰ ਨਗਰ ਕੌਂਸਲ ਪੱਟੀ	[502, 910, 667, 922]
